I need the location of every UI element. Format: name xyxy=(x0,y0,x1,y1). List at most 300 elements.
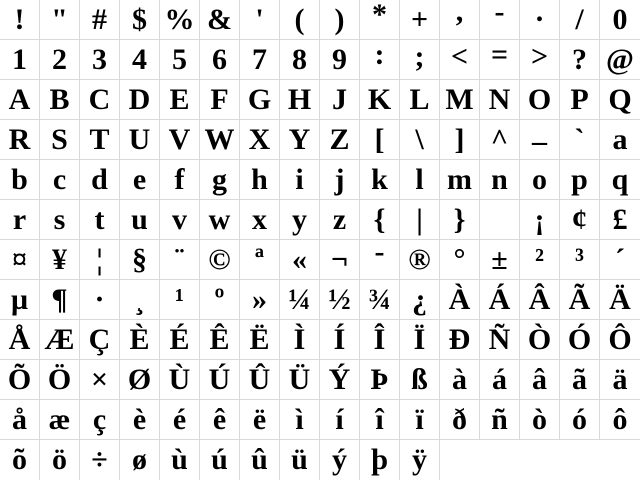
grid-row xyxy=(0,235,640,280)
glyph: L xyxy=(409,83,430,116)
glyph-cell[interactable] xyxy=(200,0,240,39)
glyph-cell[interactable] xyxy=(560,400,600,439)
glyph: + xyxy=(410,3,429,36)
glyph-cell[interactable] xyxy=(280,0,320,39)
glyph-cell[interactable] xyxy=(600,320,640,359)
glyph-cell[interactable] xyxy=(560,280,600,319)
glyph-cell[interactable] xyxy=(40,320,80,359)
glyph-cell[interactable] xyxy=(440,40,480,79)
glyph-cell[interactable] xyxy=(320,440,360,480)
glyph-cell[interactable] xyxy=(40,240,80,279)
glyph-cell[interactable] xyxy=(200,280,240,319)
glyph-cell[interactable] xyxy=(360,235,400,279)
glyph-cell[interactable] xyxy=(480,400,520,439)
glyph: þ xyxy=(371,443,388,476)
glyph-cell[interactable] xyxy=(520,240,560,279)
glyph: « xyxy=(292,243,307,276)
glyph-cell[interactable] xyxy=(360,440,400,480)
glyph-cell[interactable] xyxy=(600,80,640,119)
glyph-cell[interactable] xyxy=(280,440,320,480)
glyph-cell[interactable] xyxy=(120,240,160,279)
glyph: ò xyxy=(532,403,547,436)
glyph-cell[interactable] xyxy=(320,280,360,319)
glyph-cell[interactable] xyxy=(0,440,40,480)
glyph-cell[interactable] xyxy=(240,320,280,359)
glyph: H xyxy=(287,83,312,116)
glyph-cell[interactable] xyxy=(200,240,240,279)
glyph-cell[interactable] xyxy=(320,80,360,119)
glyph-cell[interactable] xyxy=(40,200,80,239)
glyph: - xyxy=(374,235,385,268)
glyph-cell[interactable] xyxy=(480,80,520,119)
glyph: ^ xyxy=(490,123,509,156)
glyph: Ù xyxy=(168,363,191,396)
glyph-cell[interactable] xyxy=(280,400,320,439)
glyph-cell[interactable] xyxy=(240,360,280,399)
glyph-cell[interactable] xyxy=(440,280,480,319)
glyph-cell[interactable] xyxy=(120,0,160,39)
glyph-cell[interactable] xyxy=(0,160,40,199)
glyph: - xyxy=(494,0,505,28)
glyph-cell[interactable] xyxy=(240,200,280,239)
glyph-cell[interactable] xyxy=(520,400,560,439)
glyph: x xyxy=(252,203,267,236)
glyph-cell[interactable] xyxy=(600,120,640,159)
glyph-cell[interactable] xyxy=(560,240,600,279)
glyph-cell[interactable] xyxy=(480,320,520,359)
glyph-cell[interactable] xyxy=(80,280,120,319)
glyph-cell[interactable] xyxy=(440,240,480,279)
glyph-cell[interactable] xyxy=(80,0,120,39)
glyph: b xyxy=(11,163,28,196)
glyph: Ö xyxy=(47,363,72,396)
glyph-cell[interactable] xyxy=(240,240,280,279)
glyph-cell[interactable] xyxy=(40,80,80,119)
glyph: ? xyxy=(572,43,587,76)
glyph-cell[interactable] xyxy=(360,40,400,79)
glyph-cell[interactable] xyxy=(240,280,280,319)
glyph-cell[interactable] xyxy=(320,240,360,279)
glyph-cell[interactable] xyxy=(40,40,80,79)
glyph-cell[interactable] xyxy=(200,320,240,359)
glyph-cell[interactable] xyxy=(600,0,640,39)
glyph: J xyxy=(332,83,347,116)
glyph-cell[interactable] xyxy=(240,40,280,79)
glyph-cell[interactable] xyxy=(80,360,120,399)
glyph: ÷ xyxy=(91,443,108,476)
glyph: g xyxy=(212,163,227,196)
glyph: Î xyxy=(373,323,386,356)
glyph: ä xyxy=(612,363,628,396)
glyph: Å xyxy=(8,323,31,356)
glyph: ] xyxy=(454,123,465,156)
glyph: ² xyxy=(535,243,544,276)
glyph: . xyxy=(535,0,544,28)
glyph: : xyxy=(374,38,385,71)
glyph-cell[interactable] xyxy=(40,120,80,159)
glyph: È xyxy=(129,323,150,356)
glyph: ñ xyxy=(491,403,508,436)
glyph-cell[interactable] xyxy=(200,200,240,239)
glyph: K xyxy=(367,83,392,116)
glyph-cell[interactable] xyxy=(160,80,200,119)
glyph-cell[interactable] xyxy=(280,320,320,359)
glyph-cell[interactable] xyxy=(360,80,400,119)
glyph: ¹ xyxy=(175,283,184,316)
glyph: ' xyxy=(255,3,264,36)
glyph: § xyxy=(132,243,147,276)
glyph-cell[interactable] xyxy=(280,240,320,279)
glyph: Í xyxy=(333,323,346,356)
glyph: c xyxy=(52,163,67,196)
glyph-cell[interactable] xyxy=(600,160,640,199)
glyph-cell[interactable] xyxy=(120,80,160,119)
glyph: B xyxy=(49,83,70,116)
glyph-cell[interactable] xyxy=(200,400,240,439)
glyph-cell[interactable] xyxy=(0,280,40,319)
grid-row xyxy=(0,440,640,480)
glyph-cell[interactable] xyxy=(400,80,440,119)
glyph-cell[interactable] xyxy=(80,320,120,359)
glyph-cell[interactable] xyxy=(440,320,480,359)
glyph-cell[interactable] xyxy=(400,40,440,79)
glyph: · xyxy=(94,283,105,316)
glyph-cell[interactable] xyxy=(240,400,280,439)
glyph: ¶ xyxy=(51,283,68,316)
glyph-cell[interactable] xyxy=(520,360,560,399)
glyph-cell[interactable] xyxy=(280,280,320,319)
glyph-cell[interactable] xyxy=(280,160,320,199)
glyph: ¨ xyxy=(174,243,185,276)
glyph-cell[interactable] xyxy=(80,40,120,79)
glyph: $ xyxy=(132,3,147,36)
glyph: ÿ xyxy=(412,443,427,476)
glyph: a xyxy=(612,123,628,156)
glyph-cell[interactable] xyxy=(0,360,40,399)
glyph: ¾ xyxy=(368,283,391,316)
glyph-cell[interactable] xyxy=(200,440,240,480)
glyph-cell[interactable] xyxy=(360,320,400,359)
glyph: ¤ xyxy=(12,243,27,276)
glyph-cell[interactable] xyxy=(440,0,480,39)
glyph: Q xyxy=(608,83,632,116)
glyph: y xyxy=(292,203,307,236)
glyph: à xyxy=(452,363,467,396)
glyph-cell[interactable] xyxy=(480,280,520,319)
glyph-cell[interactable] xyxy=(0,400,40,439)
glyph: 2 xyxy=(52,43,67,76)
grid-row xyxy=(0,320,640,360)
glyph: d xyxy=(91,163,108,196)
glyph-cell[interactable] xyxy=(480,240,520,279)
glyph-cell[interactable] xyxy=(320,120,360,159)
glyph-cell[interactable] xyxy=(400,320,440,359)
glyph: \ xyxy=(415,123,424,156)
glyph-cell[interactable] xyxy=(560,320,600,359)
glyph: í xyxy=(335,403,344,436)
glyph-cell[interactable] xyxy=(280,360,320,399)
glyph: v xyxy=(172,203,187,236)
glyph-cell[interactable] xyxy=(40,280,80,319)
glyph-cell[interactable] xyxy=(440,80,480,119)
glyph-cell[interactable] xyxy=(400,280,440,319)
grid-row xyxy=(0,40,640,80)
glyph: ¬ xyxy=(330,243,349,276)
glyph-cell[interactable] xyxy=(80,400,120,439)
glyph-cell[interactable] xyxy=(80,200,120,239)
glyph-cell[interactable] xyxy=(480,360,520,399)
glyph: " xyxy=(51,3,68,36)
glyph-cell[interactable] xyxy=(240,440,280,480)
glyph-cell[interactable] xyxy=(600,240,640,279)
glyph-cell[interactable] xyxy=(160,160,200,199)
glyph-cell[interactable] xyxy=(320,40,360,79)
glyph-cell[interactable] xyxy=(320,320,360,359)
glyph: ! xyxy=(14,3,25,36)
glyph-cell[interactable] xyxy=(200,120,240,159)
glyph-cell[interactable] xyxy=(0,40,40,79)
glyph-cell[interactable] xyxy=(120,120,160,159)
glyph: q xyxy=(611,163,629,196)
glyph-cell[interactable] xyxy=(80,240,120,279)
glyph: Û xyxy=(248,363,271,396)
glyph-cell[interactable] xyxy=(520,0,560,39)
glyph-cell[interactable] xyxy=(120,200,160,239)
glyph-cell[interactable] xyxy=(440,200,480,239)
glyph-cell[interactable] xyxy=(40,160,80,199)
glyph: f xyxy=(174,163,185,196)
glyph-cell[interactable] xyxy=(240,80,280,119)
glyph-cell[interactable] xyxy=(360,280,400,319)
glyph: Ò xyxy=(527,323,552,356)
glyph-cell[interactable] xyxy=(520,280,560,319)
glyph: # xyxy=(92,3,107,36)
glyph: À xyxy=(448,283,471,316)
glyph-cell[interactable] xyxy=(520,160,560,199)
glyph-cell[interactable] xyxy=(280,80,320,119)
glyph: Ç xyxy=(88,323,111,356)
glyph: Z xyxy=(329,123,350,156)
glyph-cell[interactable] xyxy=(0,240,40,279)
glyph: ë xyxy=(252,403,267,436)
glyph: Ë xyxy=(249,323,270,356)
glyph: è xyxy=(132,403,147,436)
glyph-cell[interactable] xyxy=(360,0,400,39)
glyph: ø xyxy=(132,443,147,476)
glyph-cell[interactable] xyxy=(560,40,600,79)
glyph-cell[interactable] xyxy=(400,200,440,239)
glyph-cell[interactable] xyxy=(560,0,600,39)
grid-row xyxy=(0,400,640,440)
glyph-cell[interactable] xyxy=(0,320,40,359)
glyph-cell[interactable] xyxy=(200,40,240,79)
glyph: © xyxy=(208,243,231,276)
glyph-cell[interactable] xyxy=(320,160,360,199)
glyph-cell[interactable] xyxy=(0,200,40,239)
glyph-cell[interactable] xyxy=(120,400,160,439)
glyph-cell[interactable] xyxy=(160,400,200,439)
glyph-cell[interactable] xyxy=(480,160,520,199)
glyph-cell[interactable] xyxy=(400,160,440,199)
glyph: O xyxy=(527,83,552,116)
glyph-cell[interactable] xyxy=(480,0,520,39)
glyph-cell[interactable] xyxy=(200,80,240,119)
glyph-cell[interactable] xyxy=(240,160,280,199)
glyph-cell[interactable] xyxy=(160,200,200,239)
glyph-cell[interactable] xyxy=(320,400,360,439)
glyph-cell[interactable] xyxy=(520,40,560,79)
glyph: î xyxy=(375,403,384,436)
glyph-cell[interactable] xyxy=(160,40,200,79)
glyph-cell[interactable] xyxy=(160,120,200,159)
glyph-cell[interactable] xyxy=(40,400,80,439)
glyph-cell[interactable] xyxy=(200,160,240,199)
glyph: Â xyxy=(528,283,551,316)
glyph-cell[interactable] xyxy=(600,400,640,439)
glyph: G xyxy=(247,83,272,116)
glyph: Õ xyxy=(7,363,32,396)
glyph: ) xyxy=(334,3,345,36)
glyph-cell[interactable] xyxy=(400,400,440,439)
glyph-cell[interactable] xyxy=(400,360,440,399)
glyph-cell[interactable] xyxy=(160,360,200,399)
glyph-cell[interactable] xyxy=(600,200,640,239)
glyph-cell[interactable] xyxy=(240,0,280,39)
glyph-cell[interactable] xyxy=(240,120,280,159)
glyph-cell[interactable] xyxy=(320,200,360,239)
glyph-cell[interactable] xyxy=(0,120,40,159)
glyph: Ê xyxy=(209,323,230,356)
glyph: Ã xyxy=(568,283,591,316)
glyph: ó xyxy=(572,403,587,436)
glyph: [ xyxy=(374,123,385,156)
empty-glyph-cell[interactable] xyxy=(480,200,520,239)
glyph-cell[interactable] xyxy=(160,0,200,39)
glyph-cell[interactable] xyxy=(160,240,200,279)
glyph: û xyxy=(251,443,268,476)
glyph-cell[interactable] xyxy=(200,360,240,399)
glyph-cell[interactable] xyxy=(600,360,640,399)
glyph: h xyxy=(251,163,268,196)
glyph: o xyxy=(532,163,547,196)
glyph: r xyxy=(12,203,27,236)
glyph: ¥ xyxy=(52,243,67,276)
glyph: ù xyxy=(171,443,188,476)
glyph-cell[interactable] xyxy=(120,360,160,399)
glyph-cell[interactable] xyxy=(600,280,640,319)
glyph-cell[interactable] xyxy=(400,240,440,279)
glyph-cell[interactable] xyxy=(280,40,320,79)
glyph-cell[interactable] xyxy=(520,115,560,159)
glyph: æ xyxy=(48,403,71,436)
glyph-cell[interactable] xyxy=(40,440,80,480)
glyph-cell[interactable] xyxy=(120,440,160,480)
glyph-cell[interactable] xyxy=(440,400,480,439)
glyph: ý xyxy=(332,443,347,476)
glyph-cell[interactable] xyxy=(160,280,200,319)
glyph-cell[interactable] xyxy=(360,160,400,199)
glyph-cell[interactable] xyxy=(400,120,440,159)
glyph: ; xyxy=(414,40,425,73)
glyph-cell[interactable] xyxy=(480,120,520,159)
glyph-cell[interactable] xyxy=(320,360,360,399)
glyph-cell[interactable] xyxy=(320,0,360,39)
glyph: F xyxy=(210,83,229,116)
glyph-cell[interactable] xyxy=(280,200,320,239)
glyph-cell[interactable] xyxy=(560,120,600,159)
glyph-cell[interactable] xyxy=(600,40,640,79)
glyph-cell[interactable] xyxy=(120,280,160,319)
glyph-cell[interactable] xyxy=(280,120,320,159)
glyph: ³ xyxy=(575,243,584,276)
glyph-cell[interactable] xyxy=(520,200,560,239)
glyph: â xyxy=(532,363,547,396)
glyph-cell[interactable] xyxy=(400,440,440,480)
glyph-cell[interactable] xyxy=(80,120,120,159)
glyph: » xyxy=(252,283,267,316)
glyph-cell[interactable] xyxy=(0,0,40,39)
glyph-cell[interactable] xyxy=(480,40,520,79)
grid-row xyxy=(0,360,640,400)
glyph: á xyxy=(492,363,507,396)
glyph-cell[interactable] xyxy=(360,200,400,239)
glyph-cell[interactable] xyxy=(560,360,600,399)
grid-row xyxy=(0,280,640,320)
glyph: Y xyxy=(288,123,311,156)
glyph: e xyxy=(132,163,147,196)
glyph-cell[interactable] xyxy=(120,160,160,199)
glyph-cell[interactable] xyxy=(560,80,600,119)
glyph: ç xyxy=(92,403,107,436)
glyph: k xyxy=(371,163,388,196)
glyph: } xyxy=(453,203,466,236)
glyph: i xyxy=(295,163,304,196)
glyph-cell[interactable] xyxy=(80,440,120,480)
glyph-cell[interactable] xyxy=(160,440,200,480)
glyph-cell[interactable] xyxy=(40,360,80,399)
grid-row xyxy=(0,115,640,160)
glyph-cell[interactable] xyxy=(80,160,120,199)
glyph-cell[interactable] xyxy=(520,320,560,359)
glyph-cell[interactable] xyxy=(440,120,480,159)
grid-row xyxy=(0,160,640,200)
glyph-cell[interactable] xyxy=(440,160,480,199)
glyph: z xyxy=(332,203,347,236)
glyph: U xyxy=(128,123,151,156)
glyph: Æ xyxy=(44,323,75,356)
glyph-cell[interactable] xyxy=(160,320,200,359)
glyph-cell[interactable] xyxy=(360,120,400,159)
glyph-cell[interactable] xyxy=(120,40,160,79)
glyph: ¿ xyxy=(412,283,427,316)
glyph-cell[interactable] xyxy=(560,160,600,199)
empty-grid-area xyxy=(440,440,640,480)
glyph: ½ xyxy=(328,283,351,316)
glyph-cell[interactable] xyxy=(560,200,600,239)
glyph-cell[interactable] xyxy=(40,0,80,39)
glyph-cell[interactable] xyxy=(0,80,40,119)
glyph: & xyxy=(207,3,232,36)
glyph-cell[interactable] xyxy=(520,80,560,119)
glyph-cell[interactable] xyxy=(80,80,120,119)
glyph: @ xyxy=(606,43,634,76)
glyph-cell[interactable] xyxy=(400,0,440,39)
glyph: * xyxy=(372,0,387,31)
glyph-cell[interactable] xyxy=(360,400,400,439)
glyph-cell[interactable] xyxy=(440,360,480,399)
glyph-cell[interactable] xyxy=(120,320,160,359)
glyph-cell[interactable] xyxy=(360,360,400,399)
